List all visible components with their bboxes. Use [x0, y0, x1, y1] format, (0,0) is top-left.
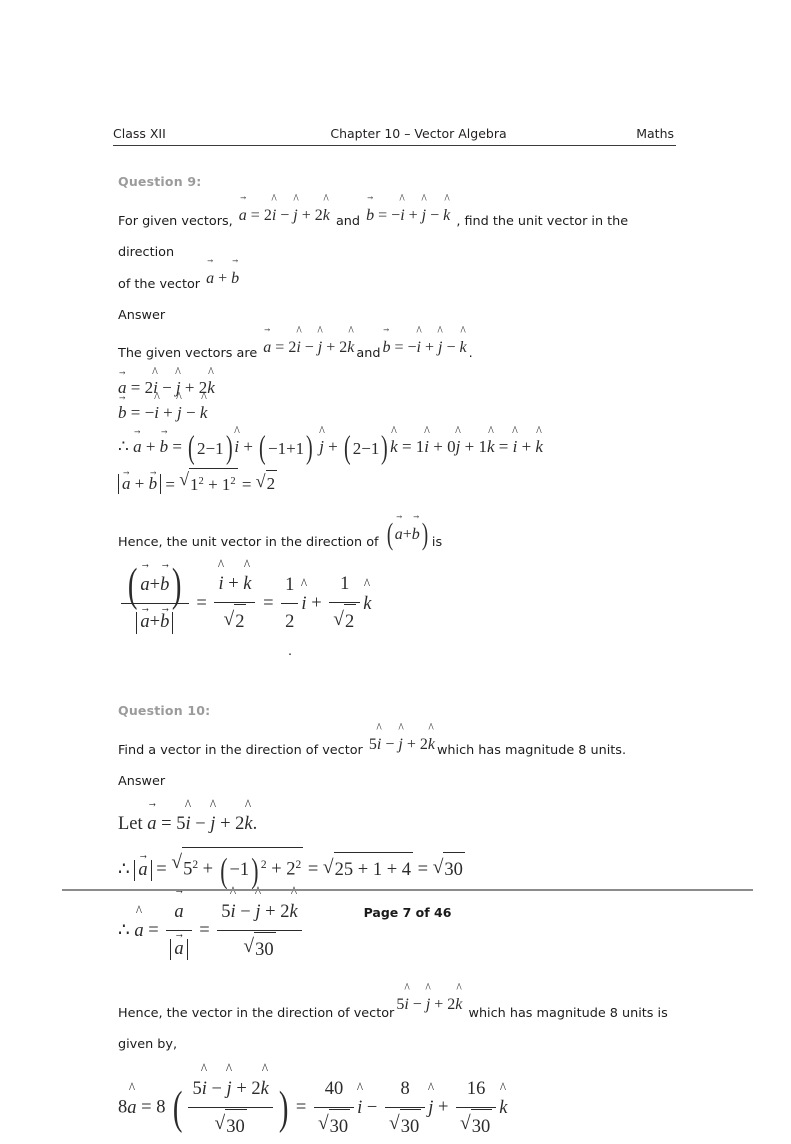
q9-hence-is: is: [431, 535, 443, 551]
q9-prompt-text-1: For given vectors,: [118, 214, 233, 229]
q9-inline-math-b: → b = −^ i + ^ j − ^ k: [364, 207, 452, 224]
q10-term-k-fraction: 16 √ 30: [456, 1072, 496, 1144]
q9-unit-vector-fraction: ( → a + → b ) → a+→ b: [121, 568, 189, 640]
question-9-hence-line: [118, 516, 688, 558]
q10-inline-math-vec: 5^ i − ^ j + 2^ k: [367, 736, 437, 753]
q9-equation-b: → b = −^ i + ^ j − ^ k: [118, 400, 688, 425]
q10-equation-unit: ∴ ^ a = → a → a = 5^ i − ^ j + 2^ k √ 30: [118, 895, 688, 967]
question-9-label: Question 9:: [118, 174, 202, 189]
header-row: [113, 126, 676, 145]
q10-prompt-text-1: Find a vector in the direction of vector: [118, 743, 363, 759]
q9-prompt-text-3: of the vector: [118, 277, 201, 292]
page-header: [113, 126, 676, 146]
header-divider: [113, 145, 676, 146]
question-10-answer-label: Answer: [118, 774, 166, 790]
q9-paren-group-2: ( −1+1 ): [259, 429, 313, 466]
q9-trailing-period: .: [288, 644, 293, 660]
q9-given-period: .: [468, 346, 473, 361]
q9-given-math-b: → b = −^ i + ^ j − ^ k: [380, 339, 468, 356]
question-9-prompt-line2: [118, 268, 688, 300]
page-number: Page 7 of 46: [363, 905, 452, 920]
q10-equation-magnitude: ∴ → a = √ $5^2$ + ( −1 ) $^2 + 2^2$ = √ 25 + 1 + 4 = √ 30: [118, 847, 688, 887]
question-10-hence-line2: given by,: [118, 1037, 178, 1053]
q9-final-formula: ( → a + → b ) → a+→ b = ^ i + ^ k √ 2 = $\frac{1}{2}$ ^ i + 1 √ 2 ^ k: [118, 568, 688, 640]
q9-inline-math-apb: → a + → b: [204, 270, 241, 287]
q9-paren-group-3: ( 2−1 ): [344, 429, 389, 466]
header-class-label: Class XII: [113, 126, 166, 141]
q10-prompt-text-2: which has magnitude 8 units.: [436, 743, 627, 759]
q10-a-over-abs-a: → a → a: [166, 895, 191, 966]
q9-given-text: The given vectors are: [118, 346, 258, 361]
q9-half-fraction: $\frac{1}{2}$: [281, 568, 298, 639]
q9-prompt-text-2: , find the unit vector in the direction: [118, 214, 629, 260]
q9-given-math-a: → a = 2^ i − ^ j + 2^ k: [261, 339, 356, 356]
q9-equation-magnitude: → a + → b = √ $1^2 + 1^2$ = √ 2: [118, 468, 688, 497]
q10-hence-text-1: Hence, the vector in the direction of vector: [118, 1006, 395, 1022]
q9-given-and: and: [356, 346, 381, 361]
q9-equation-a: → a = 2^ i − ^ j + 2^ k: [118, 375, 688, 400]
q10-equation-let: Let → a = 5^ i − ^ j + 2^ k.: [118, 807, 688, 841]
question-9-answer-label: Answer: [118, 308, 166, 323]
q10-term-j-fraction: 8 √ 30: [385, 1072, 425, 1144]
q10-term-i-fraction: 40 √ 30: [314, 1072, 354, 1144]
q9-paren-group-1: ( 2−1 ): [188, 429, 233, 466]
q10-unit-fraction: 5^ i − ^ j + 2^ k √ 30: [217, 895, 301, 967]
q9-hence-text: Hence, the unit vector in the direction of: [118, 535, 379, 551]
page-footer: [62, 889, 753, 920]
q9-prompt-and: and: [335, 214, 361, 229]
question-9-prompt: [118, 205, 688, 268]
page-content: [118, 174, 688, 1144]
q9-equation-sum: ∴ → a + → b = ( 2−1 ) ^ i + ( −1+1 ) ^ j + ( 2−1 ) ^ k = 1^ i + 0^ j + 1^ k = ^ i + ^ k: [118, 434, 688, 461]
question-10-prompt: [118, 734, 688, 766]
q9-one-over-root2-fraction: 1 √ 2: [329, 567, 360, 639]
question-10-label: Question 10:: [118, 703, 211, 719]
q9-inline-math-a: → a = 2^ i − ^ j + 2^ k: [237, 207, 332, 224]
q10-final-formula: 8^ a = 8 ( 5^ i − ^ j + 2^ k √ 30 ) = 40 √ 30 ^ i − 8 √ 30 ^ j + 16 √ 30 ^ k: [118, 1072, 688, 1144]
q10-hence-text-2: which has magnitude 8 units is: [468, 1006, 668, 1022]
question-10-hence-line: [118, 997, 688, 1029]
header-subject-label: Maths: [636, 126, 674, 141]
q10-hence-math: 5^ i − ^ j + 2^ k: [394, 996, 464, 1013]
header-chapter-title: Chapter 10 – Vector Algebra: [330, 126, 507, 141]
question-9-given-line: [118, 337, 688, 369]
q9-hence-math: ( → a + → b ): [383, 525, 432, 542]
q9-ik-over-root2: ^ i + ^ k √ 2: [214, 567, 255, 639]
q10-final-inner-fraction: 5^ i − ^ j + 2^ k √ 30: [188, 1072, 272, 1144]
q10-final-paren-group: ( 5^ i − ^ j + 2^ k √ 30 ): [170, 1072, 291, 1144]
